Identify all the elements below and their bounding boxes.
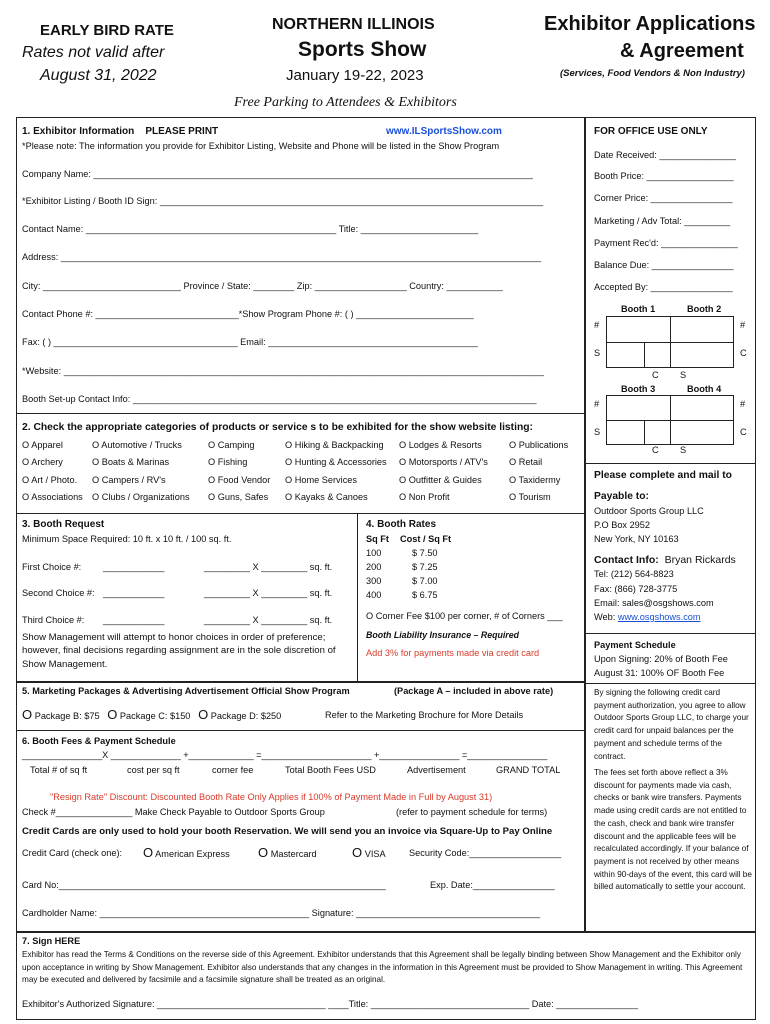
fax-email-field[interactable]: Fax: ( ) ____________________________________ Email: _________________________________________: [22, 337, 478, 347]
rate-cost-2: $ 7.25: [412, 562, 438, 572]
rate-sqft-1: 100: [366, 548, 382, 558]
title-subtitle: (Services, Food Vendors & Non Industry): [560, 68, 745, 79]
divider-2: [16, 513, 585, 514]
early-bird-label: EARLY BIRD RATE: [40, 22, 174, 39]
resign-rate-note: "Resign Rate" Discount: Discounted Booth Rate Only Applies if 100% of Payment Made in Full by August 31): [50, 792, 493, 802]
schedule-terms: By signing the following credit card payment authorization, you agree to allow Outdoor Sports Group LLC, to charge your credit card for unpaid balances per the payment and schedule terms of the contract.: [594, 688, 749, 761]
cc-visa-option[interactable]: O VISA: [352, 845, 386, 860]
rates-col-sqft: Sq Ft: [366, 534, 389, 544]
org-name: NORTHERN ILLINOIS: [272, 16, 435, 33]
booth-top-hash-left: #: [594, 320, 600, 330]
booth-grid-bot-cell: [644, 420, 645, 445]
category-option[interactable]: O Guns, Safes: [208, 492, 269, 502]
booth-top-c-bottom: C: [652, 370, 659, 380]
package-d-label: Package D: $250: [210, 711, 282, 721]
title-line1: Exhibitor Applications: [544, 13, 756, 35]
booth-bot-c-right: C: [740, 427, 747, 437]
min-space: Minimum Space Required: 10 ft. x 10 ft. / 100 sq. ft.: [22, 534, 232, 544]
osg-web-link[interactable]: www.osgshows.com: [617, 612, 701, 622]
section1-heading: 1. Exhibitor Information PLEASE PRINT: [22, 126, 219, 137]
phone-field[interactable]: Contact Phone #: ____________________________*Show Program Phone #: ( ) _______________________: [22, 309, 474, 319]
package-c-radio[interactable]: O: [107, 707, 118, 722]
brochure-note: Refer to the Marketing Brochure for More Details: [325, 710, 524, 720]
section2-heading: 2. Check the appropriate categories of products or service s to be exhibited for the show website listing:: [22, 422, 533, 433]
liability-note: Booth Liability Insurance – Required: [366, 630, 519, 640]
category-option[interactable]: O Clubs / Organizations: [92, 492, 190, 502]
booth-bot-s-bottom: S: [680, 445, 687, 455]
first-choice-label: First Choice #:: [22, 562, 82, 572]
mail-addr-1: Outdoor Sports Group LLC: [594, 506, 704, 516]
cc-hold-note: Credit Cards are only used to hold your booth Reservation. We will send you an invoice via Square-Up to Pay Online: [22, 826, 553, 837]
office-heading: FOR OFFICE USE ONLY: [594, 126, 708, 137]
booth-bot-hash-left: #: [594, 399, 600, 409]
section5-heading: 5. Marketing Packages & Advertising Advertisement Official Show Program: [22, 686, 350, 696]
card-number-field[interactable]: Card No:________________________________________________________________: [22, 880, 386, 890]
check-field[interactable]: Check #_______________ Make Check Payable to Outdoor Sports Group: [22, 807, 325, 817]
divider-7: [585, 683, 756, 684]
booth-grid-top-row: [606, 342, 734, 343]
booth-grid-top-cell: [644, 342, 645, 368]
company-name-field[interactable]: Company Name: ______________________________________________________________________________________: [22, 169, 533, 179]
exp-date-field[interactable]: Exp. Date:________________: [430, 880, 555, 890]
booth-top-s-bottom: S: [680, 370, 687, 380]
rates-date: August 31, 2022: [40, 67, 157, 84]
first-choice-input[interactable]: ____________: [103, 562, 165, 572]
label-grand-total: GRAND TOTAL: [496, 765, 561, 775]
section3-heading: 3. Booth Request: [22, 519, 105, 530]
rate-sqft-2: 200: [366, 562, 382, 572]
section4-heading: 4. Booth Rates: [366, 519, 437, 530]
category-option[interactable]: O Archery: [22, 457, 63, 467]
third-choice-dims[interactable]: _________ X _________ sq. ft.: [204, 615, 333, 625]
label-cost-sqft: cost per sq ft: [127, 765, 180, 775]
category-option[interactable]: O Home Services: [285, 475, 357, 485]
package-a-note: (Package A – included in above rate): [394, 686, 554, 696]
booth-request-note: Show Management will attempt to honor choices in order of preference; however, final decisions regarding assignment are in the sole discretion of Show Management.: [22, 632, 336, 670]
contact-info: Contact Info: Bryan Rickards: [594, 554, 736, 566]
divider-3: [357, 513, 358, 682]
category-option[interactable]: O Retail: [509, 457, 543, 467]
booth-grid-bot-row: [606, 420, 734, 421]
category-option[interactable]: O Associations: [22, 492, 83, 502]
package-c-label: Package C: $150: [119, 711, 191, 721]
contact-title-field[interactable]: Contact Name: _________________________________________________ Title: _______________________: [22, 224, 479, 234]
category-option[interactable]: O Automotive / Trucks: [92, 440, 182, 450]
fees-calc-line[interactable]: ________________X ______________ +_____________ =______________________ +________________ =________________: [22, 750, 548, 760]
category-option[interactable]: O Art / Photo.: [22, 475, 78, 485]
rates-col-cost: Cost / Sq Ft: [400, 534, 452, 544]
booth2-label: Booth 2: [687, 304, 722, 314]
office-payment-recd[interactable]: Payment Rec'd: _______________: [594, 238, 738, 248]
booth4-label: Booth 4: [687, 384, 722, 394]
rate-sqft-4: 400: [366, 590, 382, 600]
office-date-received[interactable]: Date Received: _______________: [594, 150, 737, 160]
office-balance-due[interactable]: Balance Due: ________________: [594, 260, 734, 270]
category-option[interactable]: O Non Profit: [399, 492, 450, 502]
booth3-label: Booth 3: [621, 384, 656, 394]
booth-top-s-left: S: [594, 348, 601, 358]
third-choice-label: Third Choice #:: [22, 615, 85, 625]
cc-amex-option[interactable]: O American Express: [143, 845, 230, 860]
website-field[interactable]: *Website: ______________________________________________________________________________________________: [22, 366, 545, 376]
mail-heading: Please complete and mail to: [594, 470, 732, 481]
office-booth-price[interactable]: Booth Price: _________________: [594, 171, 734, 181]
rates-not-valid: Rates not valid after: [22, 44, 165, 61]
corner-fee[interactable]: O Corner Fee $100 per corner, # of Corners ___: [366, 611, 563, 621]
booth-bot-c-bottom: C: [652, 445, 659, 455]
cc-mastercard-option[interactable]: O Mastercard: [258, 845, 317, 860]
mail-addr-2: P.O Box 2952: [594, 520, 651, 530]
category-option[interactable]: O Fishing: [208, 457, 248, 467]
parking-note: Free Parking to Attendees & Exhibitors: [234, 95, 457, 110]
mail-addr-3: New York, NY 10163: [594, 534, 679, 544]
schedule-line1: Upon Signing: 20% of Booth Fee: [594, 654, 728, 664]
package-d-radio[interactable]: O: [198, 707, 209, 722]
divider-5: [585, 463, 756, 464]
category-option[interactable]: O Motorsports / ATV's: [399, 457, 488, 467]
divider-1: [16, 413, 585, 414]
category-option[interactable]: O Hiking & Backpacking: [285, 440, 384, 450]
cardholder-field[interactable]: Cardholder Name: _________________________________________ Signature: ____________________________________: [22, 908, 541, 918]
booth-top-hash-right: #: [740, 320, 746, 330]
package-b-radio[interactable]: O: [22, 707, 33, 722]
booth-bot-s-left: S: [594, 427, 601, 437]
rate-cost-3: $ 7.00: [412, 576, 438, 586]
category-option[interactable]: O Outfitter & Guides: [399, 475, 482, 485]
rate-sqft-3: 300: [366, 576, 382, 586]
contact-web: Web: www.osgshows.com: [594, 612, 701, 622]
rate-cost-1: $ 7.50: [412, 548, 438, 558]
label-total-booth: Total Booth Fees USD: [285, 765, 376, 775]
package-options: [22, 707, 281, 723]
second-choice-input[interactable]: ____________: [103, 588, 165, 598]
section6-heading: 6. Booth Fees & Payment Schedule: [22, 736, 176, 746]
category-option[interactable]: O Camping: [208, 440, 255, 450]
title-line2: & Agreement: [620, 40, 744, 62]
category-option[interactable]: O Lodges & Resorts: [399, 440, 482, 450]
label-corner-fee: corner fee: [212, 765, 254, 775]
setup-contact-field[interactable]: Booth Set-up Contact Info: _______________________________________________________________________________: [22, 394, 537, 404]
credit-card-surcharge: Add 3% for payments made via credit card: [366, 648, 540, 658]
label-advertisement: Advertisement: [407, 765, 466, 775]
schedule-line2: August 31: 100% OF Booth Fee: [594, 668, 725, 678]
category-option[interactable]: O Campers / RV's: [92, 475, 166, 485]
second-choice-label: Second Choice #:: [22, 588, 95, 598]
office-corner-price[interactable]: Corner Price: ________________: [594, 193, 733, 203]
first-choice-dims[interactable]: _________ X _________ sq. ft.: [204, 562, 333, 572]
category-option[interactable]: O Taxidermy: [509, 475, 561, 485]
schedule-discount: The fees set forth above reflect a 3% discount for payments made via cash, checks or bank wire transfers. Payments made using credit cards are not entitled to the cash, check and bank wire transfer discount and the applicable fees will be recalculated accordingly. If your balance of payment is not received by other means within 90-days of the event, this card will be billed automatically to settle your account.: [594, 768, 752, 892]
agreement-text: Exhibitor has read the Terms & Conditions on the reverse side of this Agreement. Exhibitor understands that this Agreement shall be legally binding between Show Management and the Exhibitor only upon acceptance in writing by Show Management. Exhibitor also understands that any changes in the information in this Agreement must be provided to Show Management in writing. This Agreement may be executed and delivered by facsimile and a facsimile signature shall be treated as an original.: [22, 950, 743, 985]
package-b-label: Package B: $75: [34, 711, 100, 721]
section7-heading: 7. Sign HERE: [22, 936, 81, 946]
category-option[interactable]: O Tourism: [509, 492, 551, 502]
category-option[interactable]: O Publications: [509, 440, 569, 450]
payable-label: Payable to:: [594, 491, 649, 502]
cc-type-label: Credit Card (check one):: [22, 848, 123, 858]
category-option[interactable]: O Kayaks & Canoes: [285, 492, 368, 502]
security-code-field[interactable]: Security Code:__________________: [409, 848, 562, 858]
label-total-sqft: Total # of sq ft: [30, 765, 88, 775]
show-name: Sports Show: [298, 38, 427, 61]
rate-cost-4: $ 6.75: [412, 590, 438, 600]
signature-line[interactable]: Exhibitor's Authorized Signature: _________________________________ ____Title: _______________________________ Date: ________________: [22, 999, 638, 1009]
show-dates: January 19-22, 2023: [286, 67, 424, 84]
city-state-zip-field[interactable]: City: ___________________________ Province / State: ________ Zip: __________________ Country: ___________: [22, 281, 503, 291]
divider-6: [585, 633, 756, 634]
second-choice-dims[interactable]: _________ X _________ sq. ft.: [204, 588, 333, 598]
office-accepted-by[interactable]: Accepted By: ________________: [594, 282, 733, 292]
third-choice-input[interactable]: ____________: [103, 615, 165, 625]
booth-bot-hash-right: #: [740, 399, 746, 409]
office-marketing-total[interactable]: Marketing / Adv Total: _________: [594, 216, 731, 226]
check-terms: (refer to payment schedule for terms): [396, 807, 548, 817]
divider-4: [16, 730, 585, 731]
category-option[interactable]: O Food Vendor: [208, 475, 271, 485]
address-field[interactable]: Address: ______________________________________________________________________________________________: [22, 252, 542, 262]
exhibitor-listing-field[interactable]: *Exhibitor Listing / Booth ID Sign: ___________________________________________________________________________: [22, 196, 544, 206]
contact-email[interactable]: Email: sales@osgshows.com: [594, 598, 714, 608]
website-link[interactable]: www.ILSportsShow.com: [386, 126, 502, 137]
category-option[interactable]: O Boats & Marinas: [92, 457, 170, 467]
section1-note: *Please note: The information you provide for Exhibitor Listing, Website and Phone will be listed in the Show Program: [22, 141, 500, 151]
booth1-label: Booth 1: [621, 304, 656, 314]
contact-tel: Tel: (212) 564-8823: [594, 569, 674, 579]
booth-top-c-right: C: [740, 348, 747, 358]
category-option[interactable]: O Hunting & Accessories: [285, 457, 387, 467]
category-option[interactable]: O Apparel: [22, 440, 63, 450]
schedule-heading: Payment Schedule: [594, 640, 676, 650]
contact-fax: Fax: (866) 728-3775: [594, 584, 678, 594]
